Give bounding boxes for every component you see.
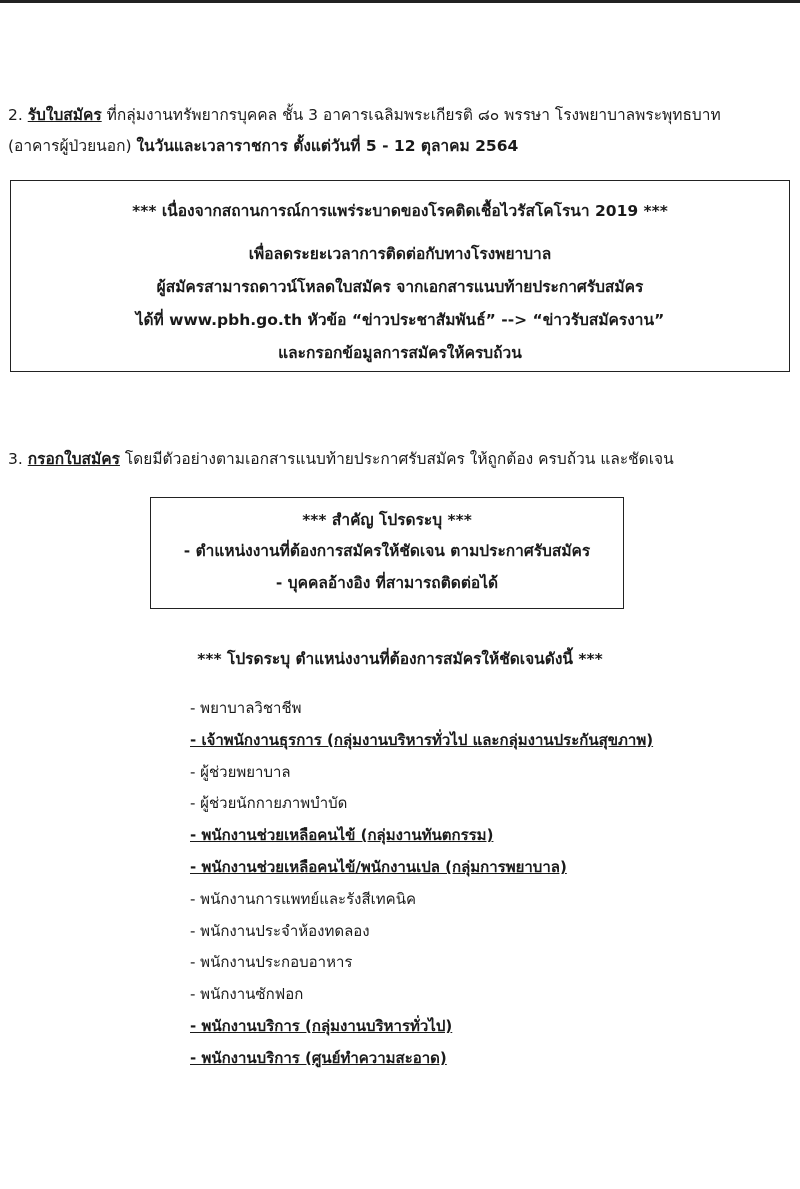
notice-heading: *** เนื่องจากสถานการณ์การแพร่ระบาดของโรคติดเชื้อไวรัสโคโรนา 2019 *** <box>132 202 668 220</box>
section-2-title: รับใบสมัคร <box>27 106 102 124</box>
position-item: - พนักงานซักฟอก <box>190 985 304 1004</box>
position-item: - พนักงานบริการ (กลุ่มงานบริหารทั่วไป) <box>190 1016 453 1035</box>
section-2-line-1 <box>8 100 798 131</box>
section-2-text: ที่กลุ่มงานทรัพยากรบุคคล ชั้น 3 อาคารเฉลิมพระเกียรติ ๘๐ พรรษา โรงพยาบาลพระพุทธบาท <box>106 106 721 124</box>
section-2-number: 2. <box>8 106 23 124</box>
important-heading: *** สำคัญ โปรดระบุ *** <box>302 511 472 529</box>
section-2-dates: ในวันและเวลาราชการ ตั้งแต่วันที่ 5 - 12 ตุลาคม 2564 <box>136 137 519 155</box>
notice-line-2: ผู้สมัครสามารถดาวน์โหลดใบสมัคร จากเอกสารแนบท้ายประกาศรับสมัคร <box>156 278 644 296</box>
position-item: - พนักงานการแพทย์และรังสีเทคนิค <box>190 889 416 908</box>
important-line-2: - บุคคลอ้างอิง ที่สามารถติดต่อได้ <box>275 574 499 592</box>
section-3-number: 3. <box>8 450 23 468</box>
positions-list <box>190 693 653 1075</box>
section-2-line-2 <box>8 131 798 162</box>
position-item: - พนักงานประจำห้องทดลอง <box>190 921 370 940</box>
section-2 <box>8 100 798 162</box>
position-item: - พนักงานช่วยเหลือคนไข้ (กลุ่มงานทันตกรรม) <box>190 826 494 845</box>
section-2-building: (อาคารผู้ป่วยนอก) <box>8 137 132 155</box>
position-item: - ผู้ช่วยนักกายภาพบำบัด <box>190 794 348 813</box>
position-item: - พนักงานประกอบอาหาร <box>190 953 353 972</box>
section-3-text: โดยมีตัวอย่างตามเอกสารแนบท้ายประกาศรับสมัคร ให้ถูกต้อง ครบถ้วน และชัดเจน <box>124 450 674 468</box>
covid-notice-box <box>10 180 790 372</box>
position-item: - เจ้าพนักงานธุรการ (กลุ่มงานบริหารทั่วไป และกลุ่มงานประกันสุขภาพ) <box>190 730 654 749</box>
notice-line-4: และกรอกข้อมูลการสมัครให้ครบถ้วน <box>278 344 522 362</box>
section-3 <box>8 444 798 475</box>
position-item: - พยาบาลวิชาชีพ <box>190 699 302 717</box>
position-item: - ผู้ช่วยพยาบาล <box>190 762 291 781</box>
important-box <box>150 497 624 609</box>
position-item: - พนักงานช่วยเหลือคนไข้/พนักงานเปล (กลุ่มการพยาบาล) <box>190 857 567 876</box>
notice-line-1: เพื่อลดระยะเวลาการติดต่อกับทางโรงพยาบาล <box>248 245 552 263</box>
positions-heading: *** โปรดระบุ ตำแหน่งงานที่ต้องการสมัครให้ชัดเจนดังนี้ *** <box>197 650 603 668</box>
top-divider <box>0 0 800 3</box>
notice-line-3: ได้ที่ www.pbh.go.th หัวข้อ “ข่าวประชาสัมพันธ์” --> “ข่าวรับสมัครงาน” <box>135 311 665 329</box>
section-3-title: กรอกใบสมัคร <box>27 450 120 468</box>
important-line-1: - ตำแหน่งงานที่ต้องการสมัครให้ชัดเจน ตามประกาศรับสมัคร <box>183 542 591 560</box>
position-item: - พนักงานบริการ (ศูนย์ทำความสะอาด) <box>190 1048 447 1067</box>
